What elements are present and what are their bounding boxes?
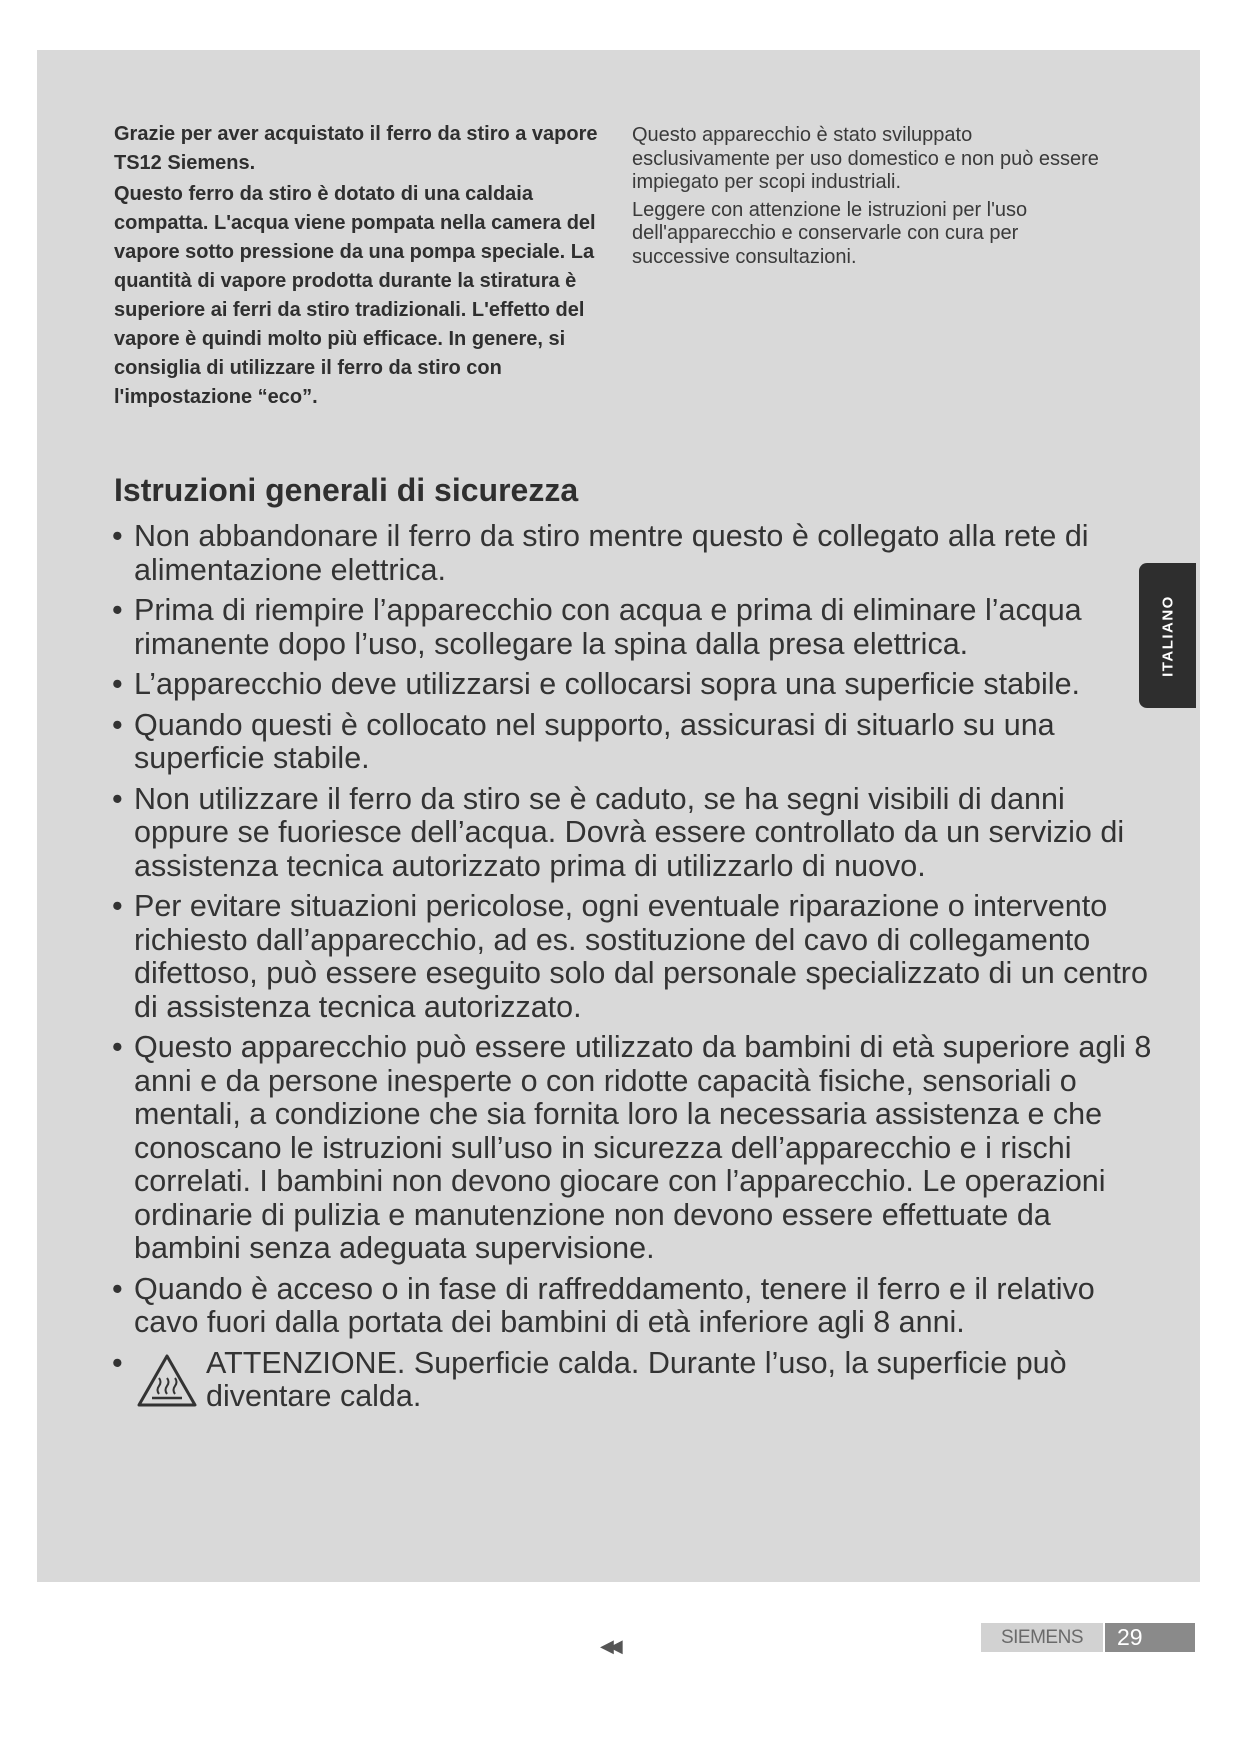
intro-paragraph: Questo apparecchio è stato sviluppato esclusivamente per uso domestico e non può essere impiegato per scopi industriali. [632, 124, 1099, 193]
intro-paragraph: Grazie per aver acquistato il ferro da stiro a vapore TS12 Siemens. [114, 123, 598, 174]
language-tab [1139, 563, 1196, 708]
safety-item: • L’apparecchio deve utilizzarsi e collocarsi sopra una superficie stabile. [112, 668, 1152, 702]
intro-right-column [632, 124, 1102, 273]
hot-surface-warning-icon [136, 1353, 198, 1409]
safety-item: • Quando questi è collocato nel supporto, assicurasi di situarlo su una superficie stabile. [112, 709, 1152, 776]
safety-item: • Non utilizzare il ferro da stiro se è caduto, se ha segni visibili di danni oppure se fuoriesce dell’acqua. Dovrà essere controllato da un servizio di assistenza tecnica autorizzato prima di utilizzarlo di nuovo. [112, 783, 1152, 884]
safety-list [112, 520, 1152, 1421]
safety-item: • Questo apparecchio può essere utilizzato da bambini di età superiore agli 8 anni e da persone inesperte o con ridotte capacità fisiche, sensoriali o mentali, a condizione che sia fornita loro la necessaria assistenza e che conoscano le istruzioni sull’uso in sicurezza dell’apparecchio e i rischi correlati. I bambini non devono giocare con l’apparecchio. Le operazioni ordinarie di pulizia e manutenzione non devono essere effettuate da bambini senza adeguata supervisione. [112, 1031, 1152, 1266]
safety-item: • Per evitare situazioni pericolose, ogni eventuale riparazione o intervento richiesto dall’apparecchio, ad es. sostituzione del cavo di collegamento difettoso, può essere eseguito solo dal personale specializzato di un centro di assistenza tecnica autorizzato. [112, 890, 1152, 1024]
warning-text: ATTENZIONE. Superficie calda. Durante l’uso, la superficie può diventare calda. [206, 1345, 1067, 1413]
brand-label: SIEMENS [981, 1623, 1103, 1652]
safety-item: • Prima di riempire l’apparecchio con acqua e prima di eliminare l’acqua rimanente dopo l’uso, scollegare la spina dalla presa elettrica. [112, 594, 1152, 661]
intro-paragraph: Questo ferro da stiro è dotato di una caldaia compatta. L'acqua viene pompata nella camera del vapore sotto pressione da una pompa speciale. La quantità di vapore prodotta durante la stiratura è superiore ai ferri da stiro tradizionali. L'effetto del vapore è quindi molto più efficace. In genere, si consiglia di utilizzare il ferro da stiro con l'impostazione “eco”. [114, 183, 596, 408]
page-number: 29 [1105, 1623, 1195, 1652]
safety-item: • Non abbandonare il ferro da stiro mentre questo è collegato alla rete di alimentazione elettrica. [112, 520, 1152, 587]
warning-item [112, 1347, 1152, 1414]
previous-page-icon[interactable]: ◀◀ [600, 1636, 618, 1656]
intro-left-column [114, 120, 614, 414]
language-tab-label: ITALIANO [1159, 594, 1176, 677]
section-title: Istruzioni generali di sicurezza [114, 472, 579, 508]
intro-paragraph: Leggere con attenzione le istruzioni per l'uso dell'apparecchio e conservarle con cura per successive consultazioni. [632, 198, 1028, 268]
safety-item: • Quando è acceso o in fase di raffreddamento, tenere il ferro e il relativo cavo fuori dalla portata dei bambini di età inferiore agli 8 anni. [112, 1273, 1152, 1340]
